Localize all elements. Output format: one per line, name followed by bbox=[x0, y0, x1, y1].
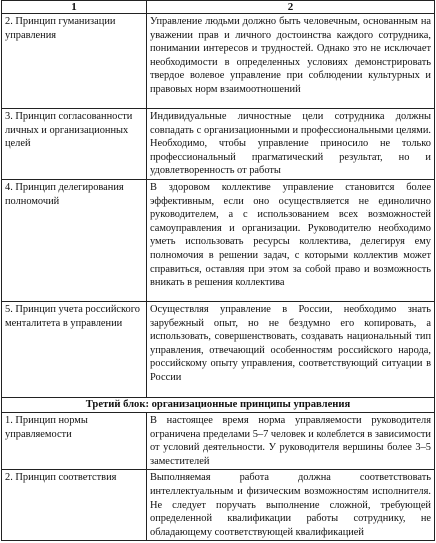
principle-label: 2. Принцип гуманизации управления bbox=[5, 16, 116, 41]
principle-cell bbox=[2, 14, 147, 109]
description-cell: Индивидуальные личностные цели сотрудника должны совпадать с организационными и профессиональными целями. Необходимо, чтобы управление приносило не только профессиональный прагматический результат, но и удовлетворенность от работы bbox=[147, 109, 435, 180]
header-col-2: 2 bbox=[147, 1, 435, 14]
description-cell: Выполняемая работа должна соответствовать интеллектуальным и физическим возможностям исполнителя. Не следует поручать выполнение сложной, требующей определенной квалификации работы сотруднику, не обладающему соответствующей квалификацией bbox=[147, 470, 435, 541]
header-row bbox=[2, 1, 435, 14]
principle-label: 2. Принцип соответствия bbox=[5, 472, 117, 484]
section-row bbox=[2, 397, 435, 412]
header-col-1: 1 bbox=[2, 1, 147, 14]
principle-cell bbox=[2, 412, 147, 469]
description-cell: Управление людьми должно быть человечным, основанным на уважении прав и личного достоинства каждого сотрудника, понимании интересов и трудностей. Однако это не исключает необходимости в определенных условиях демонстрировать твердое волевое управление при соблюдении культурных и правовых норм взаимоотношений bbox=[147, 14, 435, 109]
table-row bbox=[2, 14, 435, 109]
principle-cell bbox=[2, 109, 147, 180]
table-row bbox=[2, 412, 435, 469]
principles-table bbox=[1, 0, 435, 541]
description-cell: В настоящее время норма управляемости руководителя ограничена пределами 5–7 человек и колеблется в зависимости от условий деятельности. У руководителя вершины более 3–5 заместителей bbox=[147, 412, 435, 469]
principle-label: 5. Принцип учета российского менталитета в управлении bbox=[5, 303, 140, 329]
description-cell: Осуществляя управление в России, необходимо знать зарубежный опыт, но не бездумно его копировать, а использовать, совершенствовать, создавать национальный тип управления, отвечающий особенностям российского народа, российскому опыту управления, соответствующий ситуации в России bbox=[147, 301, 435, 397]
table-row bbox=[2, 301, 435, 397]
description-cell: В здоровом коллективе управление становится более эффективным, если оно осуществляется не единолично руководителем, а с использованием всех возможностей самоуправления и организации. Руководителю необходимо уметь использовать ресурсы коллектива, делегируя ему полномочия в решении задач, с которыми коллектив может справиться, оставляя при этом за собой право и возможность вникать в решения коллектива bbox=[147, 179, 435, 301]
principle-cell bbox=[2, 179, 147, 301]
table-row bbox=[2, 109, 435, 180]
principle-cell bbox=[2, 301, 147, 397]
table-row bbox=[2, 179, 435, 301]
principle-label: 3. Принцип согласованности личных и организационных целей bbox=[5, 111, 133, 150]
table-row bbox=[2, 470, 435, 541]
section-title: Третий блок: организационные принципы управления bbox=[2, 397, 435, 412]
principle-label: 4. Принцип делегирования полномочий bbox=[5, 181, 124, 207]
principle-label: 1. Принцип нормы управляемости bbox=[5, 414, 88, 440]
principle-cell bbox=[2, 470, 147, 541]
